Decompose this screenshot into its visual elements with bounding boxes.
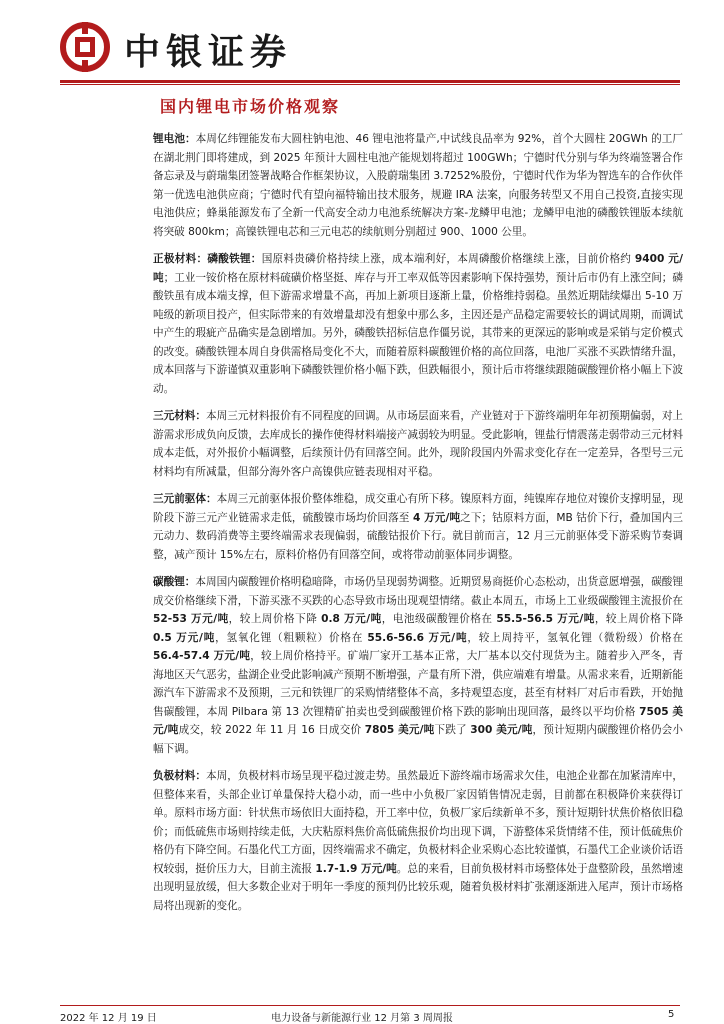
highlight-value: 55.6-56.6 万元/吨: [367, 631, 468, 644]
paragraph-text: ，较上周价格下降: [594, 613, 683, 625]
report-paragraph: [153, 250, 683, 398]
paragraph-lead: 三元材料：: [153, 410, 207, 422]
page-number: 5: [668, 1009, 675, 1020]
paragraph-text: 下跌了: [434, 724, 471, 736]
paragraph-text: 本周亿纬锂能发布大圆柱钠电池、46 锂电池将量产,中试线良品率为 92%，首个大圆柱 20GWh 的工厂在湖北荆门即将建成，到 2025 年预计大圆柱电池产能规划将超过 100GWh；宁德时代分别与华为终端签署合作备忘录及与蔚瑞集团签署战略合作框架协议，入股蔚瑞集团 3.7252%股份，宁德时代作为华为智选车的合作伙伴第一优选电池供应商；宁德时代有望向福特输出技术服务，规避 IRA 法案，向服务转型又不用自己投资,直接实现电池供应；蜂巢能源发布了全新一代高安全动力电池系统解决方案-龙鳞甲电池；龙鳞甲电池的磷酸铁锂版本续航将突破 800km；高镍铁锂电芯和三元电芯的续航则分别超过 900、1000 公里。: [153, 133, 684, 238]
paragraph-text: ，较上周价格持平。矿端厂家开工基本正常，大厂基本以交付现货为主。随着步入严冬，青海地区天气恶劣，盐湖企业受此影响减产预期不断增强，产量有所下滑，供应端难有增量。从需求来看，近期新能源汽车下游需求不及预期，三元和铁锂厂的采购情绪整体不高，多持观望态度，甚至有材料厂对后市看跌，开始抛售碳酸锂，本周 Pilbara 第 13 次锂精矿拍卖也受到碳酸锂价格下跌的影响出现回落，最终以平均价格: [153, 650, 684, 718]
page-header: [60, 22, 680, 82]
paragraph-lead: 正极材料：磷酸铁锂：: [153, 253, 262, 265]
footer-doc-title: 电力设备与新能源行业 12 月第 3 周周报: [271, 1013, 453, 1024]
footer-rule: [60, 1005, 680, 1006]
bank-of-china-logo: [60, 22, 110, 72]
highlight-value: 9400 元/吨: [153, 253, 684, 284]
highlight-value: 0.8 万元/吨: [321, 613, 382, 625]
paragraph-text: ，氢氧化锂（粗颗粒）价格在: [215, 631, 368, 644]
report-paragraph: [153, 767, 683, 915]
paragraph-text: ，较上周价格下降: [228, 613, 322, 625]
highlight-value: 56.4-57.4 万元/吨: [153, 650, 251, 662]
section-title: 国内锂电市场价格观察: [160, 97, 341, 116]
highlight-value: 1.7-1.9 万元/吨: [315, 862, 397, 875]
paragraph-lead: 三元前驱体：: [153, 493, 217, 505]
highlight-value: 300 美元/吨: [470, 724, 533, 736]
paragraph-lead: 锂电池：: [153, 133, 196, 145]
highlight-value: 7505 美元/吨: [153, 705, 683, 736]
report-paragraph: [153, 490, 683, 564]
paragraph-text: ，预计短期内碳酸锂价格仍会小幅下调。: [153, 724, 684, 755]
report-paragraph: [153, 573, 683, 758]
highlight-value: 4 万元/吨: [412, 511, 461, 524]
paragraph-lead: 碳酸锂：: [153, 576, 196, 588]
brand-name: 中银证券: [124, 32, 293, 73]
paragraph-text: 国原料贵磷价格持续上涨，成本端利好，本周磷酸价格继续上涨，目前价格约: [261, 253, 635, 265]
highlight-value: 52-53 万元/吨: [153, 613, 229, 625]
paragraph-text: 之下；钴原料方面，MB 钴价下行，叠加国内三元动力、数码消费等主要终端需求表现偏弱，硫酸钴报价下行。就目前而言，12 月三元前驱体受下游采购节奏调整，减产预计 15%左右，原料价格仍有回落空间，或将带动前驱体同步调整。: [153, 511, 683, 561]
paragraph-text: 成交，较 2022 年 11 月 16 日成交价: [178, 724, 365, 736]
paragraph-text: 。总的来看，目前负极材料市场整体处于盘整阶段，虽然增速出现明显放缓，但大多数企业对于明年一季度的预判仍比较乐观，随着负极材料扩张潮逐渐进入尾声，预计市场格局将出现新的变化。: [153, 862, 683, 912]
report-body: [153, 130, 683, 924]
report-paragraph: [153, 130, 683, 241]
paragraph-text: ，较上周持平，氢氧化锂（微粉级）价格在: [467, 631, 683, 644]
paragraph-lead: 负极材料：: [153, 770, 207, 782]
paragraph-text: ；工业一铵价格在原材料硫磺价格坚挺、库存与开工率双低等因素影响下保持强势，预计后市仍有上涨空间；磷酸铁虽有成本端支撑，但下游需求增量不高，再加上新项目逐渐上量，价格维持弱稳。虽然近期陆续爆出 5-10 万吨级的新项目投产，但实际带来的有效增量却没有想象中那么多，主因还是产品稳定需要较长的调试周期，而调试中产生的瑕疵产品确实是急剧增加。另外，磷酸铁招标信息作僵另说，其带来的更深远的影响或是采销与定价模式的改变。磷酸铁锂本周自身供需格局变化不大，而随着原料碳酸锂价格的高位回落，电池厂买涨不买跌情绪升温，成本回落与下游谨慎双重影响下磷酸铁锂价格小幅下跌，但跌幅很小，预计后市将继续跟随碳酸锂价格小幅上下波动。: [153, 271, 684, 395]
paragraph-text: 本周三元材料报价有不同程度的回调。从市场层面来看，产业链对于下游终端明年年初预期偏弱，对上游需求形成负向反馈，去库成长的操作使得材料端接产减弱较为明显。受此影响，锂盐行情震荡走弱带动三元材料成本走低，对外报价小幅调整，后续预计仍有回落空间。此外，现阶段国内外需求变化存在一定差异，各型号三元材料均有所减量，但部分海外客户高镍供应链表现相对平稳。: [153, 410, 684, 478]
footer-date: 2022 年 12 月 19 日: [60, 1013, 157, 1024]
paragraph-text: ，电池级碳酸锂价格在: [381, 613, 497, 625]
paragraph-text: 本周三元前驱体报价整体维稳，成交重心有所下移。镍原料方面，纯镍库存地位对镍价支撑明显，现阶段下游三元产业链需求走低，硫酸镍市场均价回落至: [153, 493, 684, 524]
highlight-value: 0.5 万元/吨: [153, 631, 216, 644]
paragraph-text: 本周，负极材料市场呈现平稳过渡走势。虽然最近下游终端市场需求欠佳，电池企业都在加紧清库中，但整体来看，头部企业订单量保持大稳小动，而一些中小负极厂家因销售情况走弱，目前都在积极降价来获得订单。原料市场方面：针状焦市场依旧大面持稳，开工率中位，负极厂家后续新单不多，预计短期针状焦价格依旧稳价；而低硫焦市场则持续走低，大庆粘原料焦价高低硫焦报价均出现下调，下游整体采货情绪不佳，预计低硫焦价格仍有下降空间。石墨化代工方面，因终端需求不确定，负极材料企业采购心态比较谨慎，石墨代工企业谈价话语权较弱，挺价压力大，目前主流报: [153, 770, 684, 875]
highlight-value: 7805 美元/吨: [364, 724, 435, 736]
header-rule: [60, 80, 680, 83]
header-rule-thin: [60, 84, 680, 85]
report-paragraph: [153, 407, 683, 481]
highlight-value: 55.5-56.5 万元/吨: [496, 613, 595, 625]
paragraph-text: 本周国内碳酸锂价格明稳暗降，市场仍呈现弱势调整。近期贸易商挺价心态松动，出货意愿增强，碳酸锂成交价格继续下滑，下游买涨不买跌的心态导致市场出现观望情绪。截止本周五，市场上工业级碳酸锂主流报价在: [153, 576, 684, 607]
